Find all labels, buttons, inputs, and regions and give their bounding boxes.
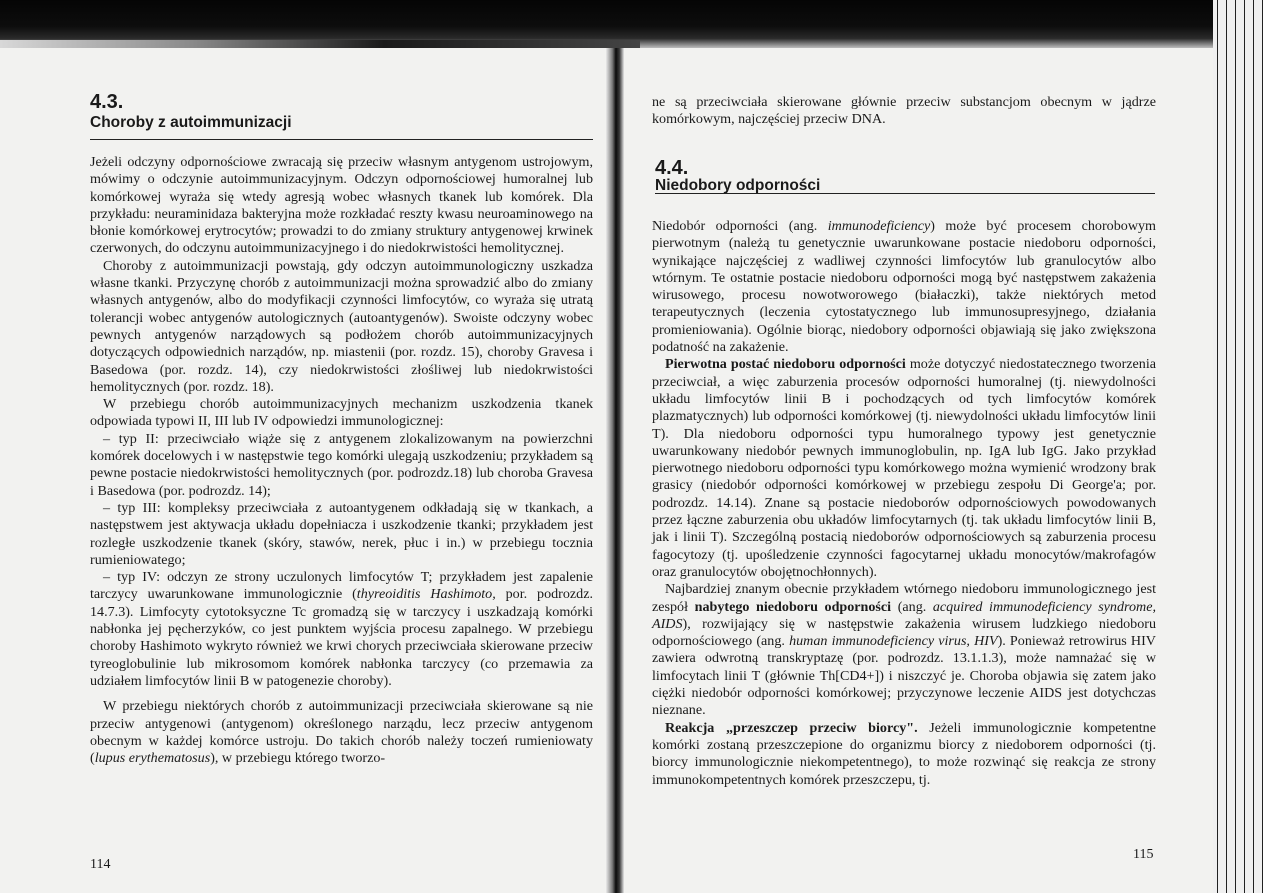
paragraph: Niedobór odporności (ang. immunodeficiency) może być procesem chorobowym pierwotnym (należą tu genetycznie uwarunkowane postacie niedoboru odporności, wynikające najczęściej z wadliwej czynności limfocytów lub granulocytów albo wtórnym. Te ostatnie postacie niedoboru odporności mogą być następstwem zakażenia wirusowego, procesu nowotworowego (białaczki), także niektórych metod terapeutycznych (leczenia cytostatycznego lub immunosupresyjnego, działania promieniowania). Ogólnie biorąc, niedobory odporności objawiają się jako zwiększona podatność na zakażenie. <box>652 218 1157 356</box>
section-rule <box>655 193 1155 194</box>
section-number: 4.3. <box>90 91 124 113</box>
section-number: 4.4. <box>655 157 689 179</box>
paragraph: W przebiegu chorób autoimmunizacyjnych mechanizm uszkodzenia tkanek odpowiada typowi II, III lub IV odpowiedzi immunologicznej: <box>90 396 593 430</box>
section-title: Choroby z autoimmunizacji <box>90 114 292 131</box>
paragraph: – typ IV: odczyn ze strony uczulonych limfocytów T; przykładem jest zapalenie tarczycy uwarunkowane immunologicznie (thyreoiditis Hashimoto, por. podrozdz. 14.7.3). Limfocyty cytotoksyczne Tc gromadzą się w tarczycy i uszkadzają komórki nabłonka jej pęcherzyków, co jest punktem wyjścia procesu zapalnego. W przebiegu choroby Hashimoto wykryto również we krwi chorych przeciwciała skierowane przeciw tyreoglobulinie lub mikrosomom komórek nabłonka tarczycy (co przemawia za udziałem limfocytów linii B w patogenezie choroby). <box>90 569 593 689</box>
page-number: 114 <box>90 857 111 872</box>
paragraph: Reakcja „przeszczep przeciw biorcy". Jeżeli immunologicznie kompetentne komórki zostaną przeszczepione do organizmu biorcy z niedoborem odporności (tj. biorcy immunologicznie niekompetentnego), to może rozwinąć się reakcja ze strony immunokompetentnych komórek przeszczepu, tj. <box>652 719 1156 788</box>
body-text <box>90 154 593 767</box>
page-edges <box>1213 0 1263 893</box>
paragraph: – typ II: przeciwciało wiąże się z antygenem zlokalizowanym na powierzchni komórek docelowych i w następstwie tego komórki ulegają uszkodzeniu; przykładem są pewne postacie niedokrwistości hemolitycznych (por. podrozdz.18) lub choroba Gravesa i Basedowa (por. podrozdz. 14); <box>90 430 593 499</box>
continuation-text <box>652 94 1156 129</box>
section-title: Niedobory odporności <box>655 177 821 194</box>
paragraph: – typ III: kompleksy przeciwciała z autoantygenem odkładają się w tkankach, a następstwem jest aktywacja układu dopełniacza i uszkodzenie tkanki; przykładem jest rozległe uszkodzenie tkanek (skóry, stawów, nerek, płuc i in.) w przebiegu tocznia rumieniowatego; <box>90 499 593 568</box>
paragraph: Najbardziej znanym obecnie przykładem wtórnego niedoboru immunologicznego jest zespół nabytego niedoboru odporności (ang. acquired immunodeficiency syndrome, AIDS), rozwijający się w następstwie zakażenia wirusem ludzkiego niedoboru odpornościowego (ang. human immunodeficiency virus, HIV). Ponieważ retrowirus HIV zawiera odwrotną transkryptazę (por. podrozdz. 13.1.1.3), może namnażać się w limfocytach linii T (głównie Th[CD4+]) i niszczyć je. Choroba objawia się zatem jako ciężki niedobór odporności komórkowej; przyczynowe leczenie AIDS jest dotychczas nieznane. <box>652 581 1156 719</box>
paragraph: Jeżeli odczyny odpornościowe zwracają się przeciw własnym antygenom ustrojowym, mówimy o odczynie autoimmunizacyjnym. Odczyn odpornościowej humoralnej lub komórkowej wyraża się wtedy agresją wobec własnych tkanek lub komórek. Dla przykładu: neuraminidaza bakteryjna może rozkładać reszty kwasu neuroaminowego na błonie komórkowej erytrocytów; prowadzi to do zmiany struktury antygenowej krwinek czerwonych, do odczynu autoimmunizacyjnego i do niedokrwistości hemolitycznej. <box>90 154 593 257</box>
paragraph: ne są przeciwciała skierowane głównie przeciw substancjom obecnym w jądrze komórkowym, najczęściej przeciw DNA. <box>652 94 1156 128</box>
paragraph: W przebiegu niektórych chorób z autoimmunizacji przeciwciała skierowane są nie przeciw antygenowi (antygenom) określonego narządu, lecz przeciw antygenom obecnym w każdej komórce ustroju. Do takich chorób należy toczeń rumieniowaty (lupus erythematosus), w przebiegu którego tworzo- <box>90 698 593 767</box>
paragraph: Pierwotna postać niedoboru odporności może dotyczyć niedostatecznego tworzenia przeciwciał, a więc zaburzenia procesów odporności humoralnej (tj. niewydolności układu limfocytów linii B i pochodzących od tych limfocytów komórek plazmatycznych) lub odporności komórkowej (tj. niewydolności układu limfocytów linii T). Dla niedoboru odporności typu humoralnego typowy jest genetycznie uwarunkowany niedobór pewnych immunoglobulin, np. IgA lub IgG. Jako przykład pierwotnego niedoboru odporności typu komórkowego można wymienić wrodzony brak grasicy (niedobór odporności komórkowej w przebiegu zespołu Di George'a; por. podrozdz. 14.14). Znane są postacie niedoborów odpornościowych powodowanych przez łączne zaburzenia obu układów limfocytarnych (tj. tak układu limfocytów linii B, jak i linii T). Szczególną postacią niedoborów odpornościowych są zaburzenia procesu fagocytozy (tj. upośledzenie czynności fagocytarnej układu monocytów/makrofagów oraz granulocytów obojętnochłonnych). <box>652 356 1156 580</box>
book-gutter <box>606 48 624 893</box>
body-text <box>652 218 1156 789</box>
scan-shadow-top <box>0 0 1263 48</box>
section-rule <box>90 139 593 140</box>
page-number: 115 <box>1133 847 1154 862</box>
paragraph: Choroby z autoimmunizacji powstają, gdy odczyn autoimmunologiczny uszkadza własne tkanki. Przyczynę chorób z autoimmunizacji można sprowadzić albo do zmiany własnych antygenów, albo do modyfikacji czynności limfocytów, co wyraża się utratą tolerancji wobec antygenów autologicznych (autoantygenów). Swoiste odczyny wobec pewnych antygenów narządowych są podłożem chorób autoimmunizacyjnych dotyczących odpowiednich narządów, np. miastenii (por. rozdz. 15), choroby Gravesa i Basedowa (por. rozdz. 14), czy niedokrwistości złośliwej lub niedokrwistości hemolitycznych (por. rozdz. 18). <box>90 257 593 395</box>
